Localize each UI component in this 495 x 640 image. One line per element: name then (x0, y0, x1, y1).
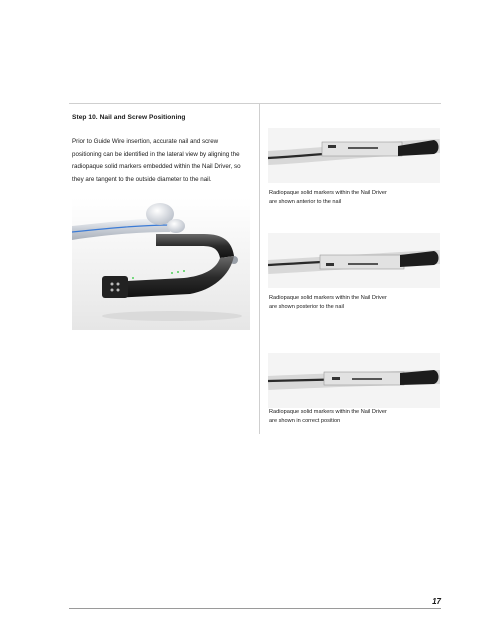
caption-anterior (269, 189, 439, 207)
xray-correct (268, 353, 440, 408)
top-rule (69, 103, 441, 104)
body-line: radiopaque solid markers embedded within the Nail Driver, so (72, 163, 241, 170)
caption-line: are shown in correct position (269, 418, 341, 424)
caption-correct (269, 408, 439, 426)
step-title: Step 10. Nail and Screw Positioning (72, 114, 186, 121)
body-line: positioning can be identified in the lateral view by aligning the (72, 150, 240, 158)
column-divider (259, 104, 260, 434)
body-line: they are tangent to the outside diameter to the nail. (72, 175, 212, 183)
caption-posterior (269, 294, 439, 312)
caption-line: Radiopaque solid markers within the Nail Driver (269, 409, 387, 415)
nail-driver-illustration (72, 198, 250, 330)
page-number: 17 (432, 597, 441, 606)
xray-anterior (268, 128, 440, 183)
bottom-rule (69, 608, 441, 609)
xray-posterior (268, 233, 440, 288)
caption-line: are shown posterior to the nail (269, 304, 344, 310)
body-line: Prior to Guide Wire insertion, accurate nail and screw (72, 138, 219, 145)
caption-line: are shown anterior to the nail (269, 199, 342, 205)
caption-line: Radiopaque solid markers within the Nail Driver (269, 295, 387, 301)
step-body (72, 136, 256, 186)
caption-line: Radiopaque solid markers within the Nail Driver (269, 190, 387, 196)
